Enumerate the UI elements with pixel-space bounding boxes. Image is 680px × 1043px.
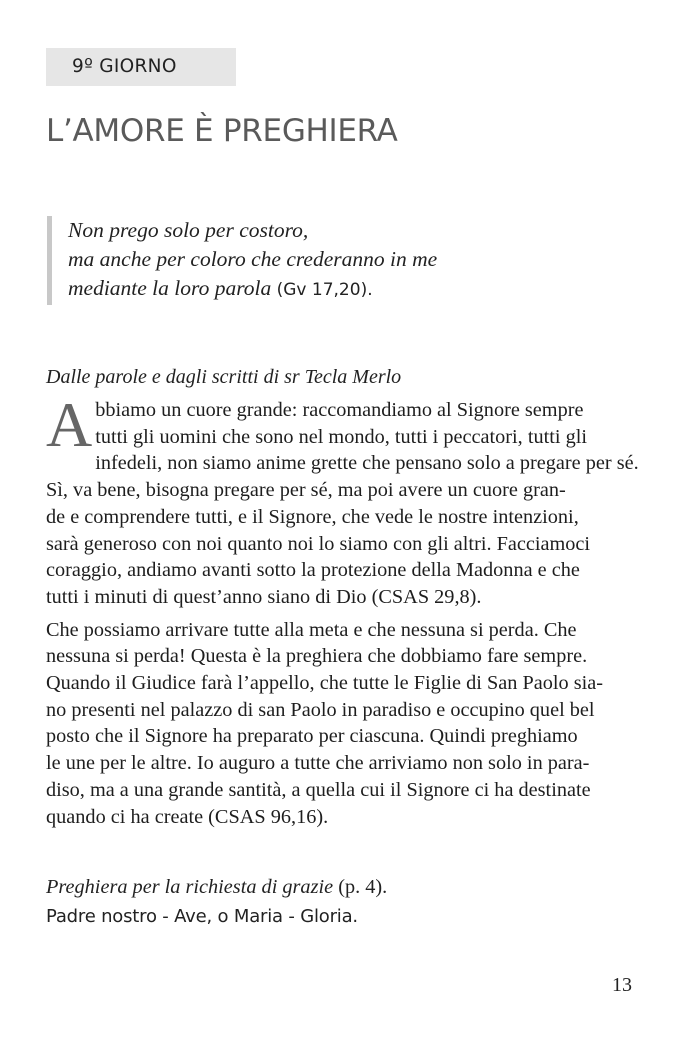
- drop-cap: A: [46, 389, 93, 460]
- paragraph-2: [46, 617, 634, 831]
- text-line: coraggio, andiamo avanti sotto la protezione della Madonna e che: [46, 559, 580, 582]
- prayer-reference: [46, 876, 387, 899]
- epigraph-line: mediante la loro parola: [68, 276, 272, 300]
- text-line: Sì, va bene, bisogna pregare per sé, ma poi avere un cuore gran-: [46, 479, 566, 502]
- prayer-title: Preghiera per la richiesta di grazie: [46, 876, 334, 898]
- text-line: nessuna si perda! Questa è la preghiera che dobbiamo fare sempre.: [46, 645, 588, 668]
- epigraph-reference: (Gv 17,20).: [276, 280, 373, 300]
- text-line: tutti i minuti di quest’anno siano di Dio (CSAS 29,8).: [46, 585, 482, 608]
- text-line: Che possiamo arrivare tutte alla meta e che nessuna si perda. Che: [46, 618, 577, 641]
- text-line: le une per le altre. Io auguro a tutte che arriviamo non solo in para-: [46, 752, 590, 775]
- text-line: quando ci ha create (CSAS 96,16).: [46, 805, 329, 828]
- epigraph-last-line: [68, 274, 617, 305]
- text-line: tutti gli uomini che sono nel mondo, tutti i peccatori, tutti gli: [95, 425, 587, 448]
- text-line: de e comprendere tutti, e il Signore, che vede le nostre intenzioni,: [46, 505, 579, 528]
- text-line: posto che il Signore ha preparato per ciascuna. Quindi preghiamo: [46, 725, 578, 748]
- text-line: diso, ma a una grande santità, a quella cui il Signore ci ha destinate: [46, 778, 591, 801]
- prayer-list: Padre nostro - Ave, o Maria - Gloria.: [46, 906, 358, 927]
- source-heading: Dalle parole e dagli scritti di sr Tecla Merlo: [46, 366, 402, 388]
- epigraph-quote: [47, 216, 617, 305]
- body-text: [46, 389, 639, 836]
- text-line: infedeli, non siamo anime grette che pensano solo a pregare per sé.: [95, 452, 639, 475]
- day-label: 9º GIORNO: [46, 48, 236, 86]
- page-number: 13: [612, 974, 632, 996]
- text-line: Quando il Giudice farà l’appello, che tutte le Figlie di San Paolo sia-: [46, 672, 604, 695]
- text-line: sarà generoso con noi quanto noi lo siamo con gli altri. Facciamoci: [46, 532, 591, 555]
- text-line: no presenti nel palazzo di san Paolo in paradiso e occupino quel bel: [46, 698, 595, 721]
- page-title: L’AMORE È PREGHIERA: [46, 113, 398, 149]
- text-line: bbiamo un cuore grande: raccomandiamo al Signore sempre: [95, 399, 584, 421]
- epigraph-line: ma anche per coloro che crederanno in me: [68, 247, 438, 271]
- epigraph-line: Non prego solo per costoro,: [68, 218, 309, 242]
- prayer-page-ref: (p. 4).: [338, 876, 388, 898]
- paragraph-1: [46, 389, 639, 611]
